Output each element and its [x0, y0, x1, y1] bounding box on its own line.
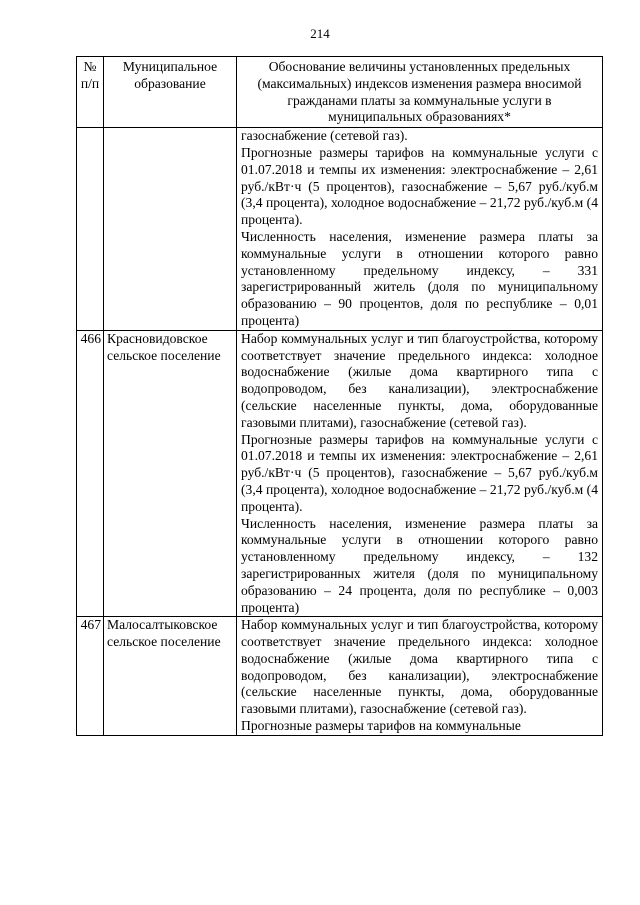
- table-header-row: [77, 57, 603, 128]
- justification-paragraph: Набор коммунальных услуг и тип благоустройства, которому соответствует значение предельного индекса: холодное водоснабжение (жилые дома квартирного типа с водопроводом, без канализации), электроснабжение (сельские населенные пункты, дома, оборудованные газовыми плитами), газоснабжение (сетевой газ).: [241, 617, 598, 717]
- justification-paragraph: Численность населения, изменение размера платы за коммунальные услуги в отношении которого равно установленному предельному индексу, – 132 зарегистрированных жителя (доля по муниципальному образованию – 24 процента, доля по республике – 0,003 процента): [241, 515, 598, 615]
- justification-paragraph: Прогнозные размеры тарифов на коммунальные услуги с 01.07.2018 и темпы их изменения: электроснабжение – 2,61 руб./кВт·ч (5 процентов), газоснабжение – 5,67 руб./куб.м (3,4 процента), холодное водоснабжение – 21,72 руб./куб.м (4 процента).: [241, 431, 598, 514]
- row-justification: [237, 617, 603, 736]
- table-row: [77, 617, 603, 736]
- row-municipality: Малосалтыковское сельское поселение: [104, 617, 237, 736]
- page-number: 214: [310, 26, 330, 41]
- row-number: [77, 128, 104, 331]
- row-justification: [237, 330, 603, 617]
- header-number: № п/п: [77, 57, 104, 128]
- justification-paragraph: Набор коммунальных услуг и тип благоустройства, которому соответствует значение предельного индекса: холодное водоснабжение (жилые дома квартирного типа с водопроводом, без канализации), электроснабжение (сельские населенные пункты, дома, оборудованные газовыми плитами), газоснабжение (сетевой газ).: [241, 330, 598, 430]
- tariff-table: [76, 56, 603, 736]
- row-number: 466: [77, 330, 104, 617]
- header-municipality: Муниципальное образование: [104, 57, 237, 128]
- row-number: 467: [77, 617, 104, 736]
- justification-paragraph: Прогнозные размеры тарифов на коммунальные услуги с 01.07.2018 и темпы их изменения: электроснабжение – 2,61 руб./кВт·ч (5 процентов), газоснабжение – 5,67 руб./куб.м (3,4 процента), холодное водоснабжение – 21,72 руб./куб.м (4 процента).: [241, 144, 598, 228]
- row-municipality: Красновидовское сельское поселение: [104, 330, 237, 617]
- justification-paragraph: Численность населения, изменение размера платы за коммунальные услуги в отношении которого равно установленному предельному индексу, – 331 зарегистрированный житель (доля по муниципальному образованию – 90 процентов, доля по республике – 0,01 процента): [241, 228, 598, 328]
- justification-paragraph: газоснабжение (сетевой газ).: [241, 128, 408, 144]
- table-row: [77, 330, 603, 617]
- row-municipality: [104, 128, 237, 331]
- header-justification: Обоснование величины установленных предельных (максимальных) индексов изменения размера вносимой гражданами платы за коммунальные услуги в муниципальных образованиях*: [237, 57, 603, 128]
- justification-paragraph: Прогнозные размеры тарифов на коммунальные: [241, 718, 521, 734]
- table-row: [77, 128, 603, 331]
- row-justification: [237, 128, 603, 331]
